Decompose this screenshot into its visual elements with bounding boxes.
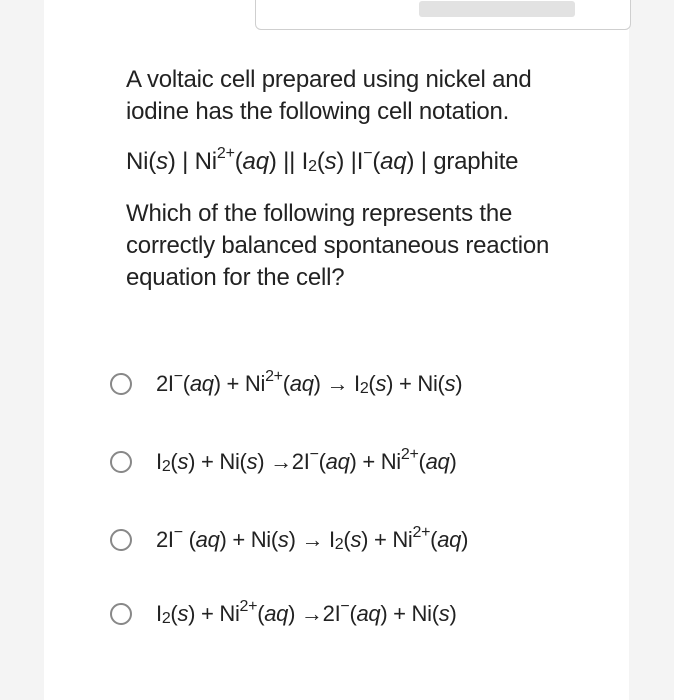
radio-button[interactable] <box>110 529 132 551</box>
option-label: $I_2(s) + Ni(s) \to 2I^-(aq) + Ni^{2+}(aq)$ <box>156 445 457 475</box>
question-content <box>126 64 586 294</box>
radio-button[interactable] <box>110 373 132 395</box>
option-label: $2I^-(aq) + Ni^{2+}(aq) \to I_2(s) + Ni(s)$ <box>156 367 463 397</box>
answer-option-3[interactable] <box>110 520 570 560</box>
radio-button[interactable] <box>110 451 132 473</box>
option-label: 2I− $(aq) + Ni(s) \to I_2(s) + Ni^{2+}(aq)$ <box>156 523 469 553</box>
radio-button[interactable] <box>110 603 132 625</box>
intro-text: A voltaic cell prepared using nickel and iodine has the following cell notation. <box>126 66 532 125</box>
answer-box-top[interactable] <box>255 0 631 30</box>
answer-option-4[interactable] <box>110 594 570 634</box>
answer-option-2[interactable] <box>110 442 570 482</box>
submit-button-placeholder[interactable] <box>419 1 575 17</box>
cell-notation: Ni(s) | $Ni^{2+}(aq)$ || $I_2(s)$ |I−(aq) | graphite <box>126 145 519 175</box>
question-text: Which of the following represents the correctly balanced spontaneous reaction equation for the cell? <box>126 200 550 291</box>
answer-option-1[interactable] <box>110 364 570 404</box>
option-label: $I_2(s) + Ni^{2+}(aq) \to 2I^-(aq) + Ni(s)$ <box>156 597 457 627</box>
